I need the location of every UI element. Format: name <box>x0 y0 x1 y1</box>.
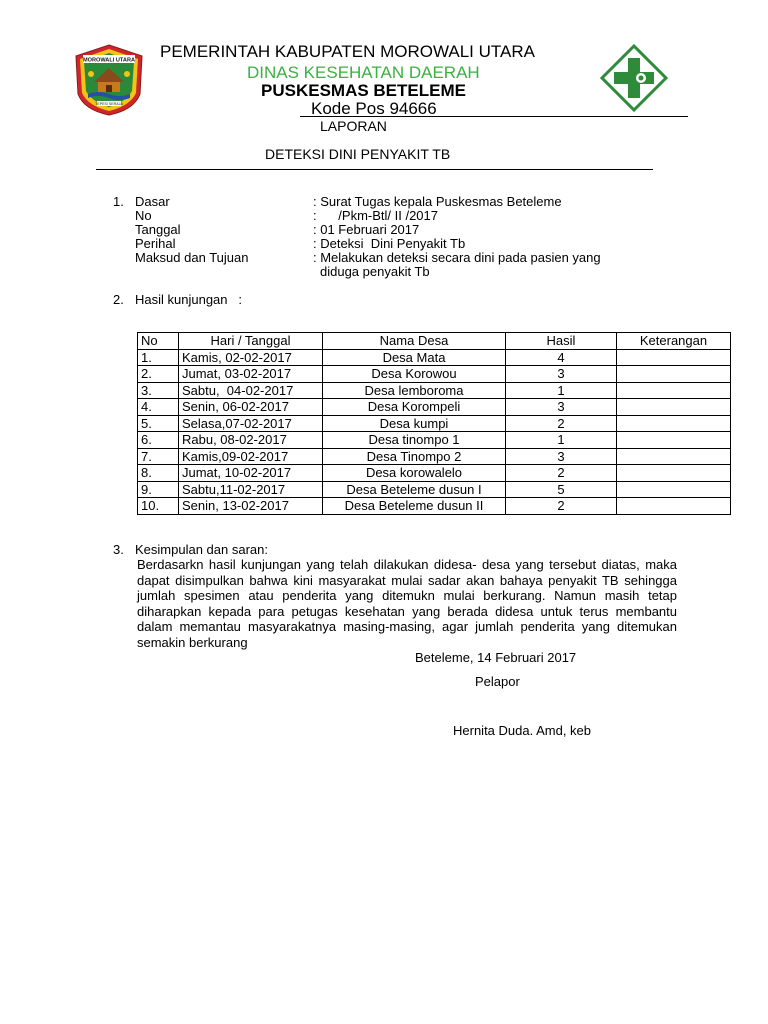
cell-result: 4 <box>506 349 617 366</box>
cell-village: Desa Beteleme dusun I <box>323 481 506 498</box>
field-label-tanggal: Tanggal <box>135 222 181 237</box>
table-row <box>138 382 731 399</box>
header-agency: DINAS KESEHATAN DAERAH <box>247 63 480 82</box>
cell-result: 1 <box>506 432 617 449</box>
cell-no: 7. <box>138 448 179 465</box>
field-value-no: : /Pkm-Btl/ II /2017 <box>313 208 438 223</box>
field-value-maksud: : Melakukan deteksi secara dini pada pasien yang <box>313 250 601 265</box>
field-value-tanggal: : 01 Februari 2017 <box>313 222 420 237</box>
field-label-maksud: Maksud dan Tujuan <box>135 250 249 265</box>
cell-village: Desa korowalelo <box>323 465 506 482</box>
table-row <box>138 399 731 416</box>
puskesmas-cross-logo <box>600 44 668 112</box>
cell-no: 6. <box>138 432 179 449</box>
table-row <box>138 366 731 383</box>
cell-result: 3 <box>506 399 617 416</box>
cell-village: Desa Korowou <box>323 366 506 383</box>
cell-date: Senin, 06-02-2017 <box>179 399 323 416</box>
cell-notes <box>617 366 731 383</box>
cell-no: 3. <box>138 382 179 399</box>
cell-notes <box>617 415 731 432</box>
cell-village: Desa tinompo 1 <box>323 432 506 449</box>
report-title: LAPORAN <box>320 118 387 134</box>
table-row <box>138 465 731 482</box>
header-puskesmas: PUSKESMAS BETELEME <box>261 81 466 100</box>
table-row <box>138 349 731 366</box>
table-row <box>138 498 731 515</box>
cell-result: 2 <box>506 498 617 515</box>
cell-result: 1 <box>506 382 617 399</box>
col-header-result: Hasil <box>506 333 617 350</box>
cell-no: 8. <box>138 465 179 482</box>
cell-village: Desa Tinompo 2 <box>323 448 506 465</box>
svg-text:MOROWALI UTARA: MOROWALI UTARA <box>82 57 136 64</box>
cell-date: Jumat, 03-02-2017 <box>179 366 323 383</box>
section2-number: 2. <box>113 292 124 307</box>
table-row <box>138 415 731 432</box>
field-label-perihal: Perihal <box>135 236 176 251</box>
table-row <box>138 432 731 449</box>
signature-role: Pelapor <box>475 674 520 689</box>
section1-number: 1. <box>113 194 124 209</box>
cell-date: Sabtu,11-02-2017 <box>179 481 323 498</box>
table-row <box>138 481 731 498</box>
col-header-village: Nama Desa <box>323 333 506 350</box>
cell-date: Selasa,07-02-2017 <box>179 415 323 432</box>
cell-date: Senin, 13-02-2017 <box>179 498 323 515</box>
field-value-perihal: : Deteksi Dini Penyakit Tb <box>313 236 466 251</box>
title-divider <box>96 169 653 170</box>
cell-no: 10. <box>138 498 179 515</box>
cell-notes <box>617 498 731 515</box>
col-header-date: Hari / Tanggal <box>179 333 323 350</box>
cell-notes <box>617 481 731 498</box>
cell-no: 5. <box>138 415 179 432</box>
cell-result: 5 <box>506 481 617 498</box>
svg-text:TEPESI SERAJA: TEPESI SERAJA <box>95 102 123 106</box>
visit-results-table <box>137 332 731 515</box>
conclusion-paragraph: Berdasarkn hasil kunjungan yang telah dilakukan didesa- desa yang tersebut diatas, maka dapat disimpulkan bahwa kini masyarakat mulai sadar akan bahaya penyakit TB sehingga jumlah spesimen atau penderita yang ditemukn mulai berkurang. Namun masih tetap diharapkan kepada para petugas kesehatan yang berada didesa untuk terus membantu dalam memantau masyarakatnya masing-masing, agar jumlah penderita yang ditemukan semakin berkurang <box>137 557 677 650</box>
field-label-dasar: Dasar <box>135 194 170 209</box>
cell-no: 1. <box>138 349 179 366</box>
header-government: PEMERINTAH KABUPATEN MOROWALI UTARA <box>160 42 535 61</box>
cell-result: 2 <box>506 415 617 432</box>
header-postal-code: Kode Pos 94666 <box>311 99 437 118</box>
cell-notes <box>617 432 731 449</box>
cell-notes <box>617 382 731 399</box>
section2-label: Hasil kunjungan : <box>135 292 242 307</box>
cell-result: 2 <box>506 465 617 482</box>
header-divider <box>300 116 688 117</box>
cell-village: Desa kumpi <box>323 415 506 432</box>
cell-village: Desa lemboroma <box>323 382 506 399</box>
col-header-no: No <box>138 333 179 350</box>
cell-village: Desa Korompeli <box>323 399 506 416</box>
cell-notes <box>617 465 731 482</box>
cell-date: Rabu, 08-02-2017 <box>179 432 323 449</box>
cell-village: Desa Beteleme dusun II <box>323 498 506 515</box>
cell-notes <box>617 399 731 416</box>
morowali-utara-emblem <box>74 44 144 116</box>
cell-no: 2. <box>138 366 179 383</box>
cell-no: 9. <box>138 481 179 498</box>
section3-label: Kesimpulan dan saran: <box>135 542 268 557</box>
cell-result: 3 <box>506 366 617 383</box>
cell-date: Jumat, 10-02-2017 <box>179 465 323 482</box>
report-subject: DETEKSI DINI PENYAKIT TB <box>265 146 451 162</box>
field-value-dasar: : Surat Tugas kepala Puskesmas Beteleme <box>313 194 562 209</box>
cell-no: 4. <box>138 399 179 416</box>
field-label-no: No <box>135 208 152 223</box>
table-header-row <box>138 333 731 350</box>
signature-name: Hernita Duda. Amd, keb <box>453 723 592 738</box>
cell-notes <box>617 448 731 465</box>
section3-number: 3. <box>113 542 124 557</box>
cell-result: 3 <box>506 448 617 465</box>
cell-date: Kamis, 02-02-2017 <box>179 349 323 366</box>
signature-place-date: Beteleme, 14 Februari 2017 <box>415 650 577 665</box>
table-row <box>138 448 731 465</box>
cell-village: Desa Mata <box>323 349 506 366</box>
cell-notes <box>617 349 731 366</box>
cell-date: Kamis,09-02-2017 <box>179 448 323 465</box>
cell-date: Sabtu, 04-02-2017 <box>179 382 323 399</box>
field-value-maksud-cont: diduga penyakit Tb <box>320 264 430 279</box>
col-header-notes: Keterangan <box>617 333 731 350</box>
